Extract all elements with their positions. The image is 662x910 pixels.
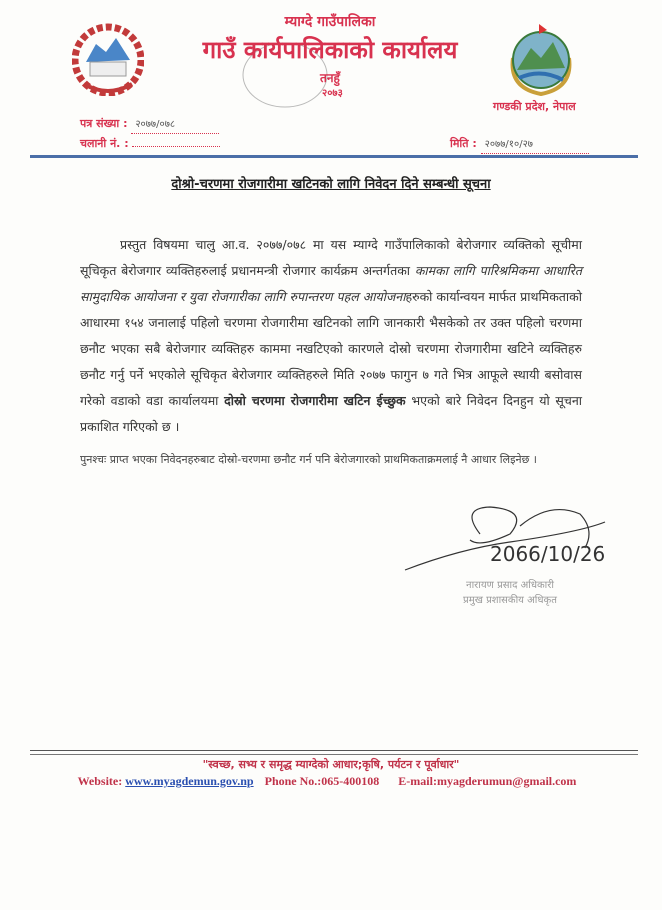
date-value: २०७७/१०/२७ <box>481 137 589 154</box>
footer-divider-2 <box>30 754 638 755</box>
province-name: गण्डकी प्रदेश, नेपाल <box>493 100 576 113</box>
letter-number-value: २०७७/०७८ <box>131 117 219 134</box>
postscript: पुनश्चः प्राप्त भएका निवेदनहरुबाट दोस्रो-चरणमा छनौट गर्न पनि बेरोजगारको प्राथमिकताक्रमलाई नै आधार लिइनेछ । <box>80 453 537 466</box>
org-name-large: गाउँ कार्यपालिकाको कार्यालय <box>202 36 458 64</box>
signature-area <box>400 504 620 608</box>
signatory <box>400 578 620 608</box>
email-address[interactable]: E-mail:myagderumun@gmail.com <box>398 774 577 788</box>
website-label: Website: <box>77 774 123 788</box>
footer-contact <box>0 774 662 789</box>
notice-body <box>80 232 582 440</box>
signatory-name: नारायण प्रसाद अधिकारी <box>466 580 554 591</box>
dispatch-number-label: चलानी नं. : <box>80 137 129 150</box>
body-text-1: प्रस्तुत विषयमा चालु आ.व. २०७७/०७८ मा यस म्याग्दे गाउँपालिकाको बेरोजगार व्यक्तिको सूचीमा सूचिकृत बेरोजगार व्यक्तिहरुलाई प्रधानमन्त्री रोजगार कार्यक्रम अन्तर्गतका <box>80 237 582 278</box>
nepal-emblem-logo <box>72 22 144 96</box>
signatory-title: प्रमुख प्रशासकीय अधिकृत <box>463 595 557 606</box>
header-divider <box>30 155 638 158</box>
body-italic-project-names: कामका लागि पारिश्रमिकमा आधारित सामुदायिक आयोजना र युवा रोजगारीका लागि रुपान्तरण पहल आयोजना <box>80 263 583 304</box>
notice-content <box>80 232 606 608</box>
phone-number: Phone No.:065-400108 <box>264 774 380 788</box>
footer-motto: "स्वच्छ, सभ्य र समृद्ध म्याग्देको आधार;कृषि, पर्यटन र पूर्वाधार" <box>202 758 460 771</box>
letter-number-label: पत्र संख्या : <box>80 117 128 130</box>
body-bold-phrase: दोस्रो चरणमा रोजगारीमा खटिन ईच्छुक <box>224 393 406 408</box>
org-name-small: म्याग्दे गाउँपालिका <box>284 14 376 30</box>
dispatch-number <box>80 136 220 152</box>
letter-number <box>80 116 219 134</box>
date <box>450 136 589 154</box>
body-text-3: भएको बारे निवेदन दिनहुन यो सूचना प्रकाशित गरिएको छ । <box>80 393 582 434</box>
established-year: २०७३ <box>322 88 343 99</box>
province-logo <box>505 18 577 98</box>
district: तनहुँ <box>320 71 340 85</box>
date-label: मिति : <box>450 137 477 150</box>
website-link[interactable]: www.myagdemun.gov.np <box>125 774 254 788</box>
dispatch-number-value <box>132 146 220 147</box>
body-text-2: हरुको कार्यान्वयन मार्फत प्राथमिकताको आधारमा १५४ जनालाई पहिलो चरणमा रोजगारीमा खटिनको लागि जानकारी भैसकेको तर उक्त पहिलो चरणमा छनौट भएका सबै बेरोजगार व्यक्तिहरु काममा नखटिएको कारणले दोस्रो चरणमा रोजगारीमा खटिने व्यक्तिहरु छनौट गर्नु पर्ने भएकोले सूचिकृत बेरोजगार व्यक्तिहरुले मिति २०७७ फागुन ७ गते भित्र आफूले स्थायी बसोवास गरेको वडाको वडा कार्यालयमा <box>80 289 582 408</box>
notice-heading: दोश्रो-चरणमा रोजगारीमा खटिनको लागि निवेदन दिने सम्बन्धी सूचना <box>171 177 491 192</box>
signature-date: 2066/10/26 <box>490 542 606 566</box>
footer-divider <box>30 750 638 751</box>
